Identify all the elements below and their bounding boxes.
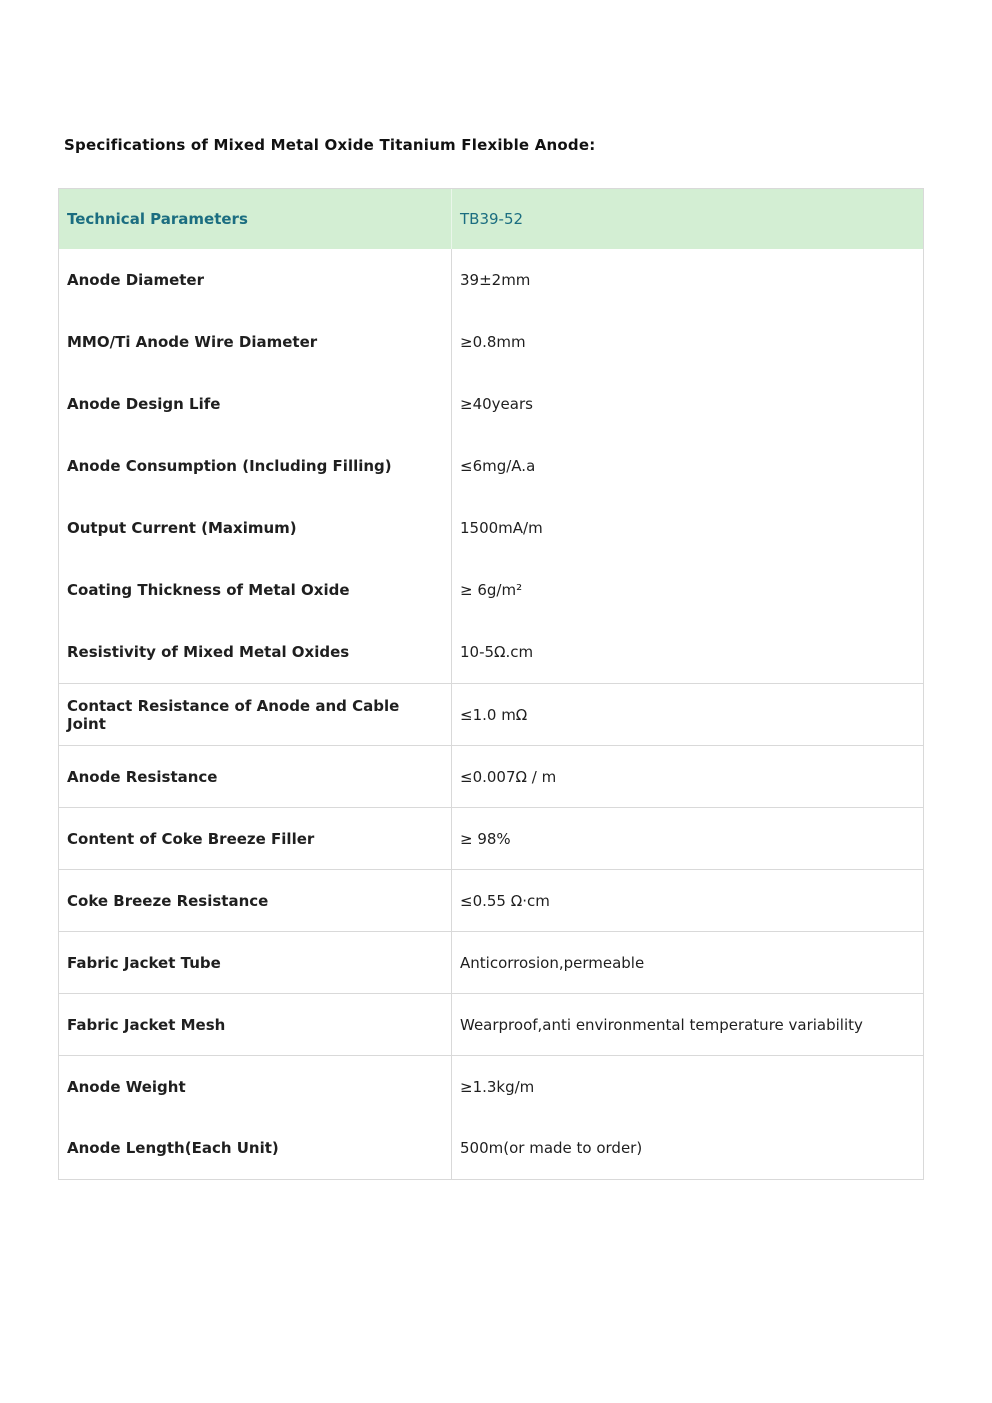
table-row (59, 1055, 923, 1117)
table-header-parameters: Technical Parameters (67, 210, 248, 228)
parameter-value: Wearproof,anti environmental temperature variability (451, 994, 923, 1055)
parameter-value: ≤0.007Ω / m (451, 746, 923, 807)
specifications-table (58, 188, 924, 1180)
parameter-name: Anode Length(Each Unit) (67, 1139, 279, 1157)
parameter-value: ≤0.55 Ω·cm (451, 870, 923, 931)
parameter-name: Anode Diameter (67, 271, 204, 289)
parameter-name: Anode Resistance (67, 767, 218, 786)
parameter-name: Anode Design Life (67, 395, 221, 413)
table-row (59, 993, 923, 1055)
table-body (59, 249, 923, 1179)
table-row (59, 745, 923, 807)
parameter-value: ≥0.8mm (451, 311, 923, 373)
table-row (59, 435, 923, 497)
parameter-name: MMO/Ti Anode Wire Diameter (67, 333, 318, 351)
parameter-name: Coke Breeze Resistance (67, 891, 269, 910)
parameter-value: 39±2mm (451, 249, 923, 311)
parameter-value: ≤1.0 mΩ (451, 684, 923, 745)
parameter-name: Resistivity of Mixed Metal Oxides (67, 643, 350, 661)
parameter-name: Anode Consumption (Including Filling) (67, 457, 392, 475)
parameter-name: Output Current (Maximum) (67, 519, 297, 537)
table-row (59, 559, 923, 621)
parameter-value: 10-5Ω.cm (451, 621, 923, 683)
parameter-value: ≤6mg/A.a (451, 435, 923, 497)
table-header-model: TB39-52 (451, 189, 923, 249)
parameter-value: 500m(or made to order) (451, 1117, 923, 1179)
parameter-name: Contact Resistance of Anode and Cable Joint (67, 696, 400, 733)
parameter-name: Coating Thickness of Metal Oxide (67, 581, 350, 599)
table-header-row (59, 189, 923, 249)
table-row (59, 931, 923, 993)
parameter-value: ≥ 6g/m² (451, 559, 923, 621)
table-row (59, 621, 923, 683)
parameter-value: Anticorrosion,permeable (451, 932, 923, 993)
parameter-name: Content of Coke Breeze Filler (67, 829, 315, 848)
table-row (59, 683, 923, 745)
parameter-value: ≥1.3kg/m (451, 1056, 923, 1117)
parameter-value: 1500mA/m (451, 497, 923, 559)
table-row (59, 869, 923, 931)
table-row (59, 249, 923, 311)
parameter-name: Anode Weight (67, 1077, 186, 1096)
parameter-value: ≥40years (451, 373, 923, 435)
table-row (59, 311, 923, 373)
table-row (59, 497, 923, 559)
parameter-value: ≥ 98% (451, 808, 923, 869)
table-row (59, 1117, 923, 1179)
parameter-name: Fabric Jacket Tube (67, 953, 221, 972)
table-row (59, 807, 923, 869)
table-row (59, 373, 923, 435)
parameter-name: Fabric Jacket Mesh (67, 1015, 226, 1034)
page-title: Specifications of Mixed Metal Oxide Titanium Flexible Anode: (64, 136, 596, 154)
